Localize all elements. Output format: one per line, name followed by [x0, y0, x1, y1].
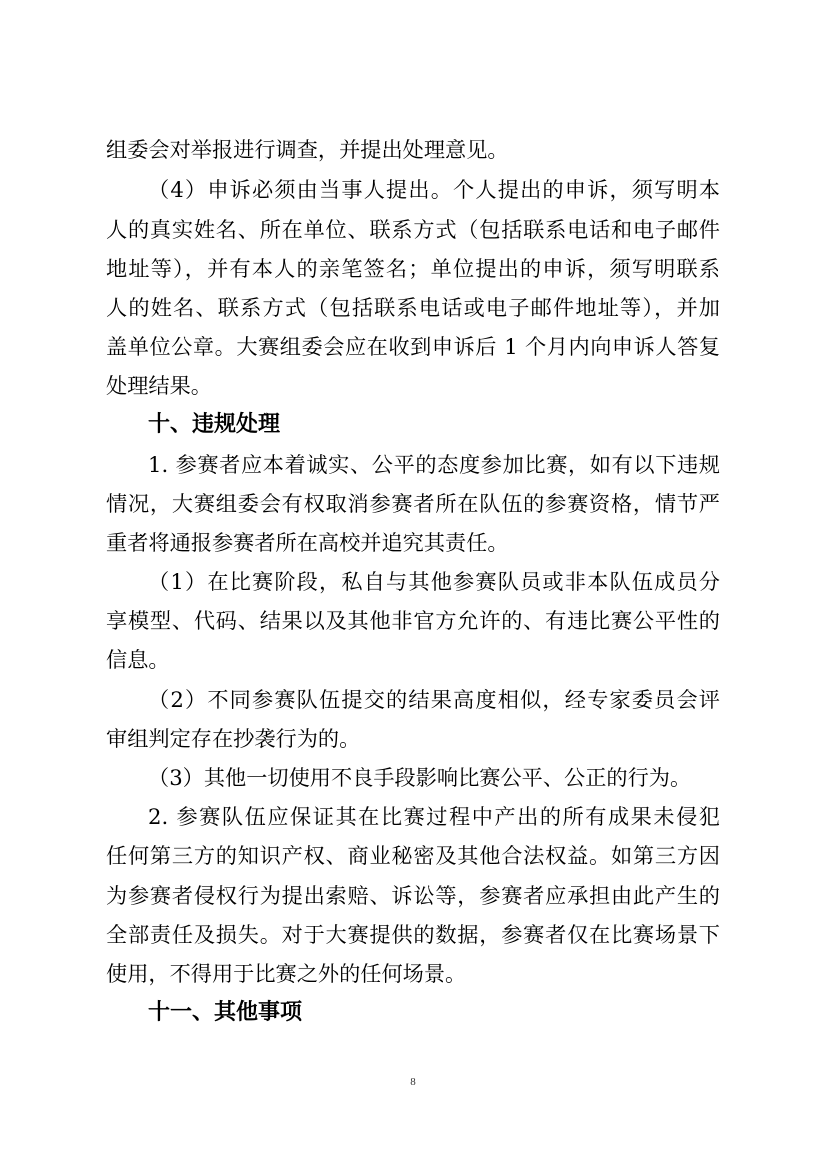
paragraph-line: 地址等），并有本人的亲笔签名；单位提出的申诉，须写明联系	[106, 256, 720, 281]
paragraph-line: （1）在比赛阶段，私自与其他参赛队员或非本队伍成员分	[148, 569, 720, 594]
paragraph-line: （4）申诉必须由当事人提出。个人提出的申诉，须写明本	[148, 177, 720, 202]
paragraph-line: 人的姓名、联系方式（包括联系电话或电子邮件地址等），并加	[106, 295, 720, 320]
page-number: 8	[410, 1076, 416, 1088]
paragraph-line: （3）其他一切使用不良手段影响比赛公平、公正的行为。	[148, 765, 692, 790]
section-heading: 十、违规处理	[148, 412, 281, 437]
paragraph-line: 处理结果。	[106, 373, 212, 398]
paragraph-line: 任何第三方的知识产权、商业秘密及其他合法权益。如第三方因	[106, 843, 720, 868]
paragraph-line: 人的真实姓名、所在单位、联系方式（包括联系电话和电子邮件	[106, 217, 720, 242]
paragraph-line: 情况，大赛组委会有权取消参赛者所在队伍的参赛资格，情节严	[106, 491, 720, 516]
paragraph-line: 盖单位公章。大赛组委会应在收到申诉后 1 个月内向申诉人答复	[106, 334, 720, 359]
paragraph-line: 重者将通报参赛者所在高校并追究其责任。	[106, 530, 509, 555]
paragraph-line: 享模型、代码、结果以及其他非官方允许的、有违比赛公平性的	[106, 608, 720, 633]
paragraph-line: 2. 参赛队伍应保证其在比赛过程中产出的所有成果未侵犯	[148, 804, 720, 829]
paragraph-line: （2）不同参赛队伍提交的结果高度相似，经专家委员会评	[148, 687, 720, 712]
paragraph-line: 全部责任及损失。对于大赛提供的数据，参赛者仅在比赛场景下	[106, 922, 720, 947]
section-heading: 十一、其他事项	[148, 1000, 303, 1025]
paragraph-line: 组委会对举报进行调查，并提出处理意见。	[106, 137, 509, 162]
paragraph-line: 1. 参赛者应本着诚实、公平的态度参加比赛，如有以下违规	[148, 452, 720, 477]
paragraph-line: 审组判定存在抄袭行为的。	[106, 726, 361, 751]
paragraph-line: 信息。	[106, 647, 170, 672]
paragraph-line: 使用，不得用于比赛之外的任何场景。	[106, 961, 467, 986]
paragraph-line: 为参赛者侵权行为提出索赔、诉讼等，参赛者应承担由此产生的	[106, 883, 720, 908]
